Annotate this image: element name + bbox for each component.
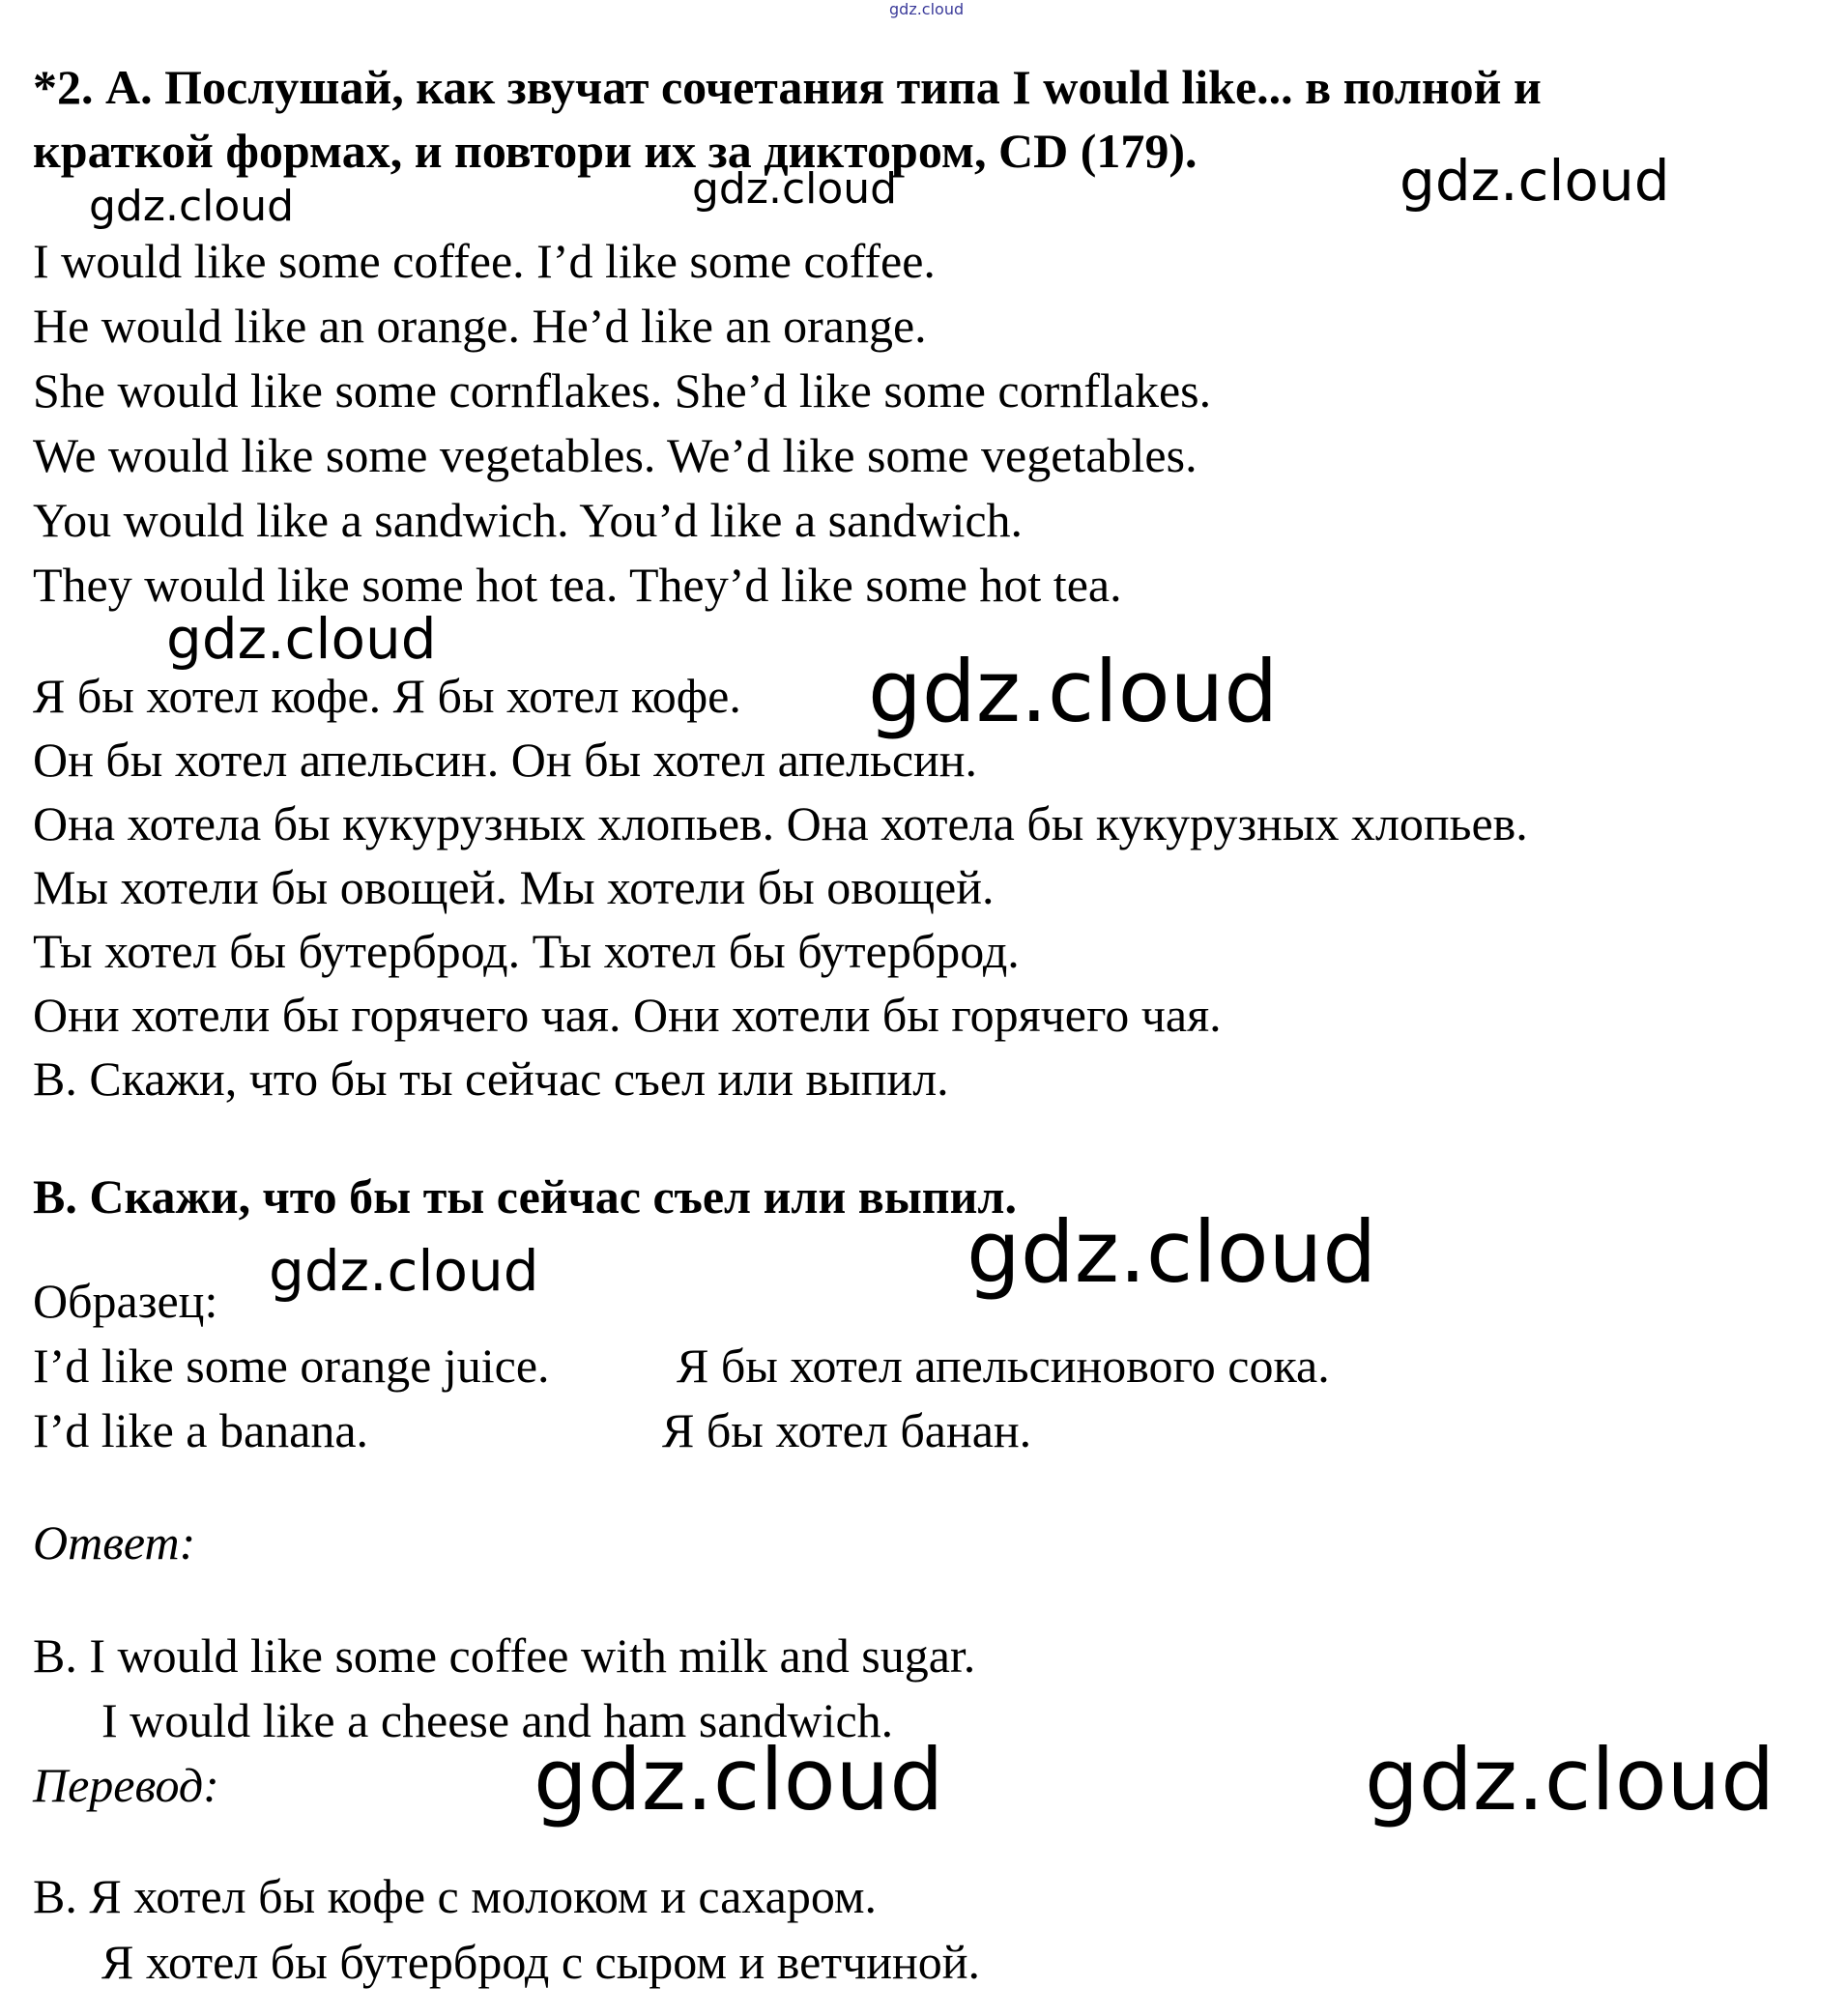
sample-row-1-en: I’d like some orange juice.	[33, 1339, 550, 1393]
watermark: gdz.cloud	[967, 1202, 1377, 1302]
watermark: gdz.cloud	[534, 1730, 944, 1829]
watermark: gdz.cloud	[1400, 148, 1670, 214]
english-line-6: They would like some hot tea. They’d like some hot tea.	[33, 558, 1122, 612]
task-heading-line-1: *2. А. Послушай, как звучат сочетания типа I would like... в полной и	[33, 60, 1542, 114]
watermark: gdz.cloud	[166, 606, 437, 672]
english-line-2: He would like an orange. He’d like an orange.	[33, 299, 927, 353]
russian-line-3: Она хотела бы кукурузных хлопьев. Она хотела бы кукурузных хлопьев.	[33, 796, 1528, 850]
english-line-1: I would like some coffee. I’d like some coffee.	[33, 234, 936, 288]
russian-line-4: Мы хотели бы овощей. Мы хотели бы овощей.	[33, 860, 995, 914]
watermark: gdz.cloud	[269, 1238, 539, 1304]
sample-row-2-en: I’d like a banana.	[33, 1403, 369, 1457]
watermark-top: gdz.cloud	[889, 0, 965, 18]
translation-line-2: Я хотел бы бутерброд с сыром и ветчиной.	[101, 1935, 981, 1989]
answer-line-2: I would like a cheese and ham sandwich.	[101, 1693, 894, 1747]
english-line-5: You would like a sandwich. You’d like a sandwich.	[33, 493, 1024, 547]
russian-line-5: Ты хотел бы бутерброд. Ты хотел бы бутерброд.	[33, 924, 1020, 978]
answer-line-1: В. I would like some coffee with milk and sugar.	[33, 1628, 976, 1683]
sample-row-2-ru: Я бы хотел банан.	[662, 1403, 1032, 1457]
english-line-3: She would like some cornflakes. She’d like some cornflakes.	[33, 363, 1212, 418]
english-line-4: We would like some vegetables. We’d like some vegetables.	[33, 428, 1198, 482]
russian-line-7: В. Скажи, что бы ты сейчас съел или выпил.	[33, 1051, 949, 1106]
part-b-heading: В. Скажи, что бы ты сейчас съел или выпил.	[33, 1169, 1017, 1224]
watermark: gdz.cloud	[1365, 1730, 1775, 1829]
translation-line-1: В. Я хотел бы кофе с молоком и сахаром.	[33, 1869, 878, 1923]
answer-label: Ответ:	[33, 1515, 196, 1570]
sample-label: Образец:	[33, 1274, 218, 1328]
task-heading-line-2: краткой формах, и повтори их за диктором, CD (179).	[33, 124, 1198, 178]
translation-label: Перевод:	[33, 1758, 219, 1812]
watermark: gdz.cloud	[868, 642, 1279, 741]
watermark: gdz.cloud	[692, 164, 898, 214]
russian-line-2: Он бы хотел апельсин. Он бы хотел апельсин.	[33, 733, 978, 787]
sample-row-1-ru: Я бы хотел апельсинового сока.	[677, 1339, 1330, 1393]
russian-line-1: Я бы хотел кофе. Я бы хотел кофе.	[33, 669, 741, 723]
watermark: gdz.cloud	[89, 182, 295, 231]
russian-line-6: Они хотели бы горячего чая. Они хотели бы горячего чая.	[33, 988, 1222, 1042]
